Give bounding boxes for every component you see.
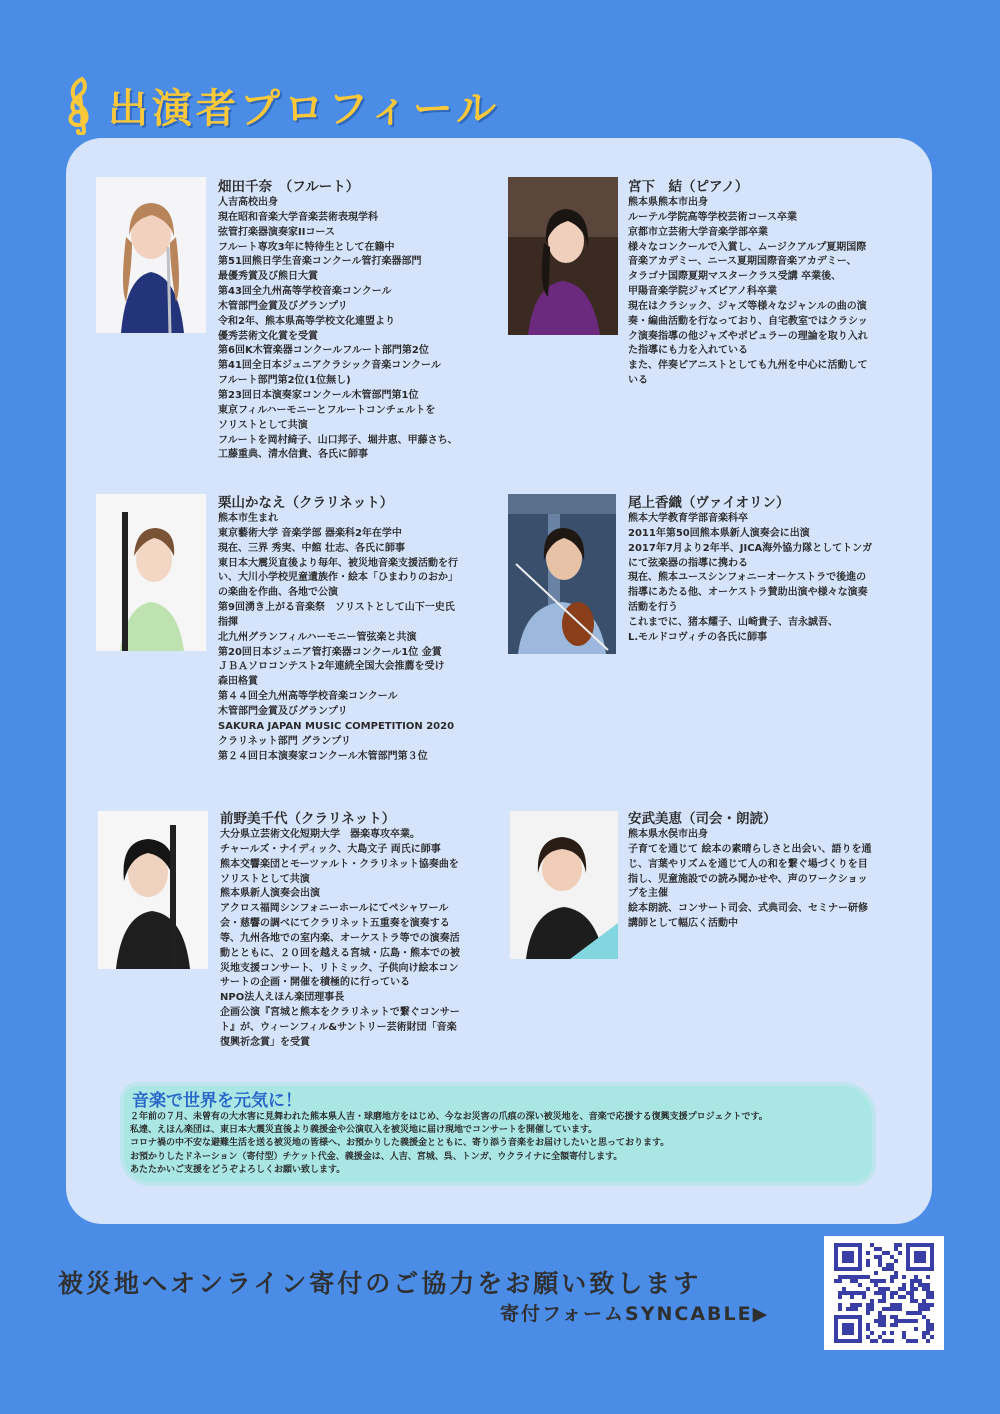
profile-clarinet-1 [218, 494, 503, 764]
page-title: 出演者プロフィール [108, 85, 500, 132]
bio-line: 熊本県熊本市出身 [628, 197, 708, 208]
bio-line: 熊本県水俣市出身 [628, 829, 708, 840]
bio-line: 復興祈念賞」を受賞 [220, 1036, 310, 1048]
bio-line: 指揮 [218, 616, 238, 628]
performer-photo-violin [508, 494, 616, 654]
bio-line: 優秀芸術文化賞を受賞 [218, 330, 318, 342]
bio-line: 2017年7月より2年半、JICA海外協力隊としてトンガ [628, 542, 873, 554]
bio-line: 熊本市生まれ [218, 513, 278, 524]
bio-line: 京都市立芸術大学音楽学部卒業 [628, 226, 768, 238]
performer-name: 前野美千代（クラリネット） [220, 811, 396, 827]
message-line: あたたかいご支援をどうぞよろしくお願い致します。 [130, 1164, 346, 1175]
bio-line: 第51回熊日学生音楽コンクール管打楽器部門 [218, 256, 422, 268]
bio-line: 音楽アカデミー、ニース夏期国際音楽アカデミー、 [628, 256, 857, 268]
performer-photo-mc [510, 811, 618, 959]
bio-line: クラリネット部門 グランプリ [218, 735, 351, 747]
profile-piano [628, 178, 913, 389]
bio-line: 甲陽音楽学院ジャズピアノ科卒業 [628, 286, 777, 298]
bio-line: 現在はクラシック、ジャズ等様々なジャンルの曲の演 [628, 300, 867, 312]
bio-line: 弦管打楽器演奏家IIコース [218, 226, 335, 238]
bio-line: アクロス福岡シンフォニーホールにてペシャワール [220, 903, 449, 915]
message-title: 音楽で世界を元気に！ [132, 1091, 302, 1111]
qr-code-icon [824, 1236, 944, 1350]
bio-line: 様々なコンクールで入賞し、ムージクアルプ夏期国際 [628, 241, 867, 253]
message-line: ２年前の７月、未曾有の大水害に見舞われた熊本県人吉・球磨地方をはじめ、今なお災害の爪痕の深い被災地を、音楽で応援する復興支援プロジェクトです。 [130, 1112, 768, 1122]
bio-line: 指導にあたる他、オーケストラ賛助出演や様々な演奏 [628, 587, 868, 599]
performer-photo-clarinet-1 [96, 494, 206, 651]
bio-line: じ、言葉やリズムを通じて人の和を繋ぐ場づくりを目 [628, 858, 868, 870]
bio-line: ソリストとして共演 [218, 419, 308, 431]
bio-line: 木管部門金賞及びグランプリ [218, 300, 348, 312]
performer-bio [218, 196, 498, 463]
bio-line: 第２４回日本演奏家コンクール木管部門第３位 [218, 750, 428, 762]
bio-line: 指し、児童施設での読み聞かせや、声のワークショッ [628, 873, 868, 885]
performer-bio [628, 828, 913, 932]
bio-line: 木管部門金賞及びグランプリ [218, 705, 348, 717]
performer-bio [628, 196, 913, 389]
performer-name: 栗山かなえ（クラリネット） [218, 495, 394, 511]
bio-line: L.モルドコヴィチの各氏に師事 [628, 631, 768, 643]
bio-line: SAKURA JAPAN MUSIC COMPETITION 2020 [218, 720, 455, 732]
performer-name: 宮下 結（ピアノ） [628, 179, 749, 195]
bio-line: 熊本交響楽団とモーツァルト・クラリネット協奏曲を [220, 858, 459, 870]
bio-line: 第41回全日本ジュニアクラシック音楽コンクール [218, 360, 441, 372]
performer-bio [628, 512, 913, 646]
bio-line: 子育てを通じて 絵本の素晴らしさと出会い、語りを通 [628, 843, 872, 855]
bio-line: 大分県立芸術文化短期大学 器楽専攻卒業。 [220, 829, 420, 840]
bio-line: プを主催 [628, 888, 668, 900]
bio-line: い、大川小学校児童遺族作・絵本「ひまわりのおか」 [218, 572, 458, 584]
bio-line: また、伴奏ピアニストとしても九州を中心に活動して [628, 360, 868, 372]
bio-line: 第４４回全九州高等学校音楽コンクール [218, 691, 398, 703]
bio-line: 最優秀賞及び熊日大賞 [218, 271, 318, 283]
performer-name: 畑田千奈 （フルート） [218, 179, 360, 195]
bio-line: 奏・編曲活動を行なっており、自宅教室ではクラシッ [628, 315, 868, 327]
performer-name: 尾上香織（ヴァイオリン） [628, 495, 790, 511]
bio-line: 現在、三界 秀実、中館 壮志、各氏に師事 [218, 542, 405, 554]
bio-line: 東京フィルハーモニーとフルートコンチェルトを [218, 404, 436, 416]
bio-line: 熊本県新人演奏会出演 [220, 888, 320, 900]
bio-line: 講師として幅広く活動中 [628, 918, 738, 930]
bio-line: 工藤重典、清水信貴、各氏に師事 [218, 449, 368, 461]
qr-code[interactable] [824, 1236, 944, 1350]
bio-line: 東日本大震災直後より毎年、被災地音楽支援活動を行 [218, 557, 458, 569]
bio-line: 人吉高校出身 [218, 197, 278, 208]
bio-line: 活動を行う [628, 602, 678, 614]
message-body [130, 1111, 768, 1177]
bio-line: にて弦楽器の指導に携わる [628, 557, 748, 569]
profile-flute [218, 178, 498, 463]
bio-line: 企画公演『宮城と熊本をクラリネットで繋ぐコンサー [220, 1007, 460, 1019]
bio-line: の楽曲を作曲、各地で公演 [218, 587, 338, 599]
performer-photo-piano [508, 177, 618, 335]
bio-line: 森田格賞 [218, 676, 258, 688]
bio-line: 東京藝術大学 音楽学部 器楽科2年在学中 [218, 527, 402, 539]
bio-line: ト』が、ウィーンフィル&サントリー芸術財団「音楽 [220, 1021, 457, 1033]
bio-line: フルートを岡村綺子、山口邦子、堀井恵、甲藤さち、 [218, 434, 458, 446]
bio-line: 2011年第50回熊本県新人演奏会に出演 [628, 527, 810, 539]
performer-bio [220, 828, 505, 1051]
bio-line: 動とともに、２０回を越える宮城・広島・熊本での被 [220, 947, 460, 959]
bio-line: ソリストとして共演 [220, 873, 310, 885]
bio-line: タラゴナ国際夏期マスタークラス受講 卒業後、 [628, 271, 842, 283]
message-line: コロナ禍の中不安な避難生活を送る被災地の皆様へ、お預かりした義援金とともに、寄り添う音楽をお届けしたいと思っております。 [130, 1138, 670, 1149]
bio-line: サートの企画・開催を積極的に行っている [220, 977, 410, 989]
performer-bio [218, 512, 503, 764]
bio-line: 第23回日本演奏家コンクール木管部門第1位 [218, 389, 419, 401]
donation-form-link[interactable]: 寄付フォームSYNCABLE▶ [500, 1303, 770, 1325]
bio-line: NPO法人えほん楽団理事長 [220, 992, 345, 1004]
bio-line: ク演奏指導の他ジャズやポピュラーの理論を取り入れ [628, 330, 868, 342]
bio-line: 第20回日本ジュニア管打楽器コンクール1位 金賞 [218, 646, 442, 658]
bio-line: 現在昭和音楽大学音楽芸術表現学科 [218, 211, 378, 223]
bio-line: た指導にも力を入れている [628, 345, 748, 357]
page-header [60, 70, 500, 140]
bio-line: 会・慈響の調べにてクラリネット五重奏を演奏する [220, 918, 450, 930]
performer-photo-flute [96, 177, 206, 333]
bio-line: 熊本大学教育学部音楽科卒 [628, 513, 748, 524]
bio-line: 第9回湧き上がる音楽祭 ソリストとして山下一史氏 [218, 602, 455, 614]
donation-appeal: 被災地へオンライン寄付のご協力をお願い致します [58, 1269, 702, 1298]
bio-line: ルーテル学院高等学校芸術コース卒業 [628, 211, 797, 223]
profile-mc [628, 810, 913, 932]
bio-line: 第6回K木管楽器コンクールフルート部門第2位 [218, 345, 429, 357]
bio-line: ＪＢＡソロコンテスト2年連続全国大会推薦を受け [218, 661, 445, 673]
bio-line: フルート部門第2位(1位無し) [218, 375, 351, 387]
bio-line: 第43回全九州高等学校音楽コンクール [218, 286, 392, 298]
performer-name: 安武美恵（司会・朗読） [628, 811, 777, 827]
bio-line: チャールズ・ナイディック、大島文子 両氏に師事 [220, 843, 441, 855]
profile-violin [628, 494, 913, 646]
bio-line: これまでに、猪本耀子、山崎貴子、吉永誠吾、 [628, 616, 838, 628]
bio-line: 令和2年、熊本県高等学校文化連盟より [218, 315, 395, 327]
bio-line: いる [628, 375, 648, 387]
performer-photo-clarinet-2 [98, 811, 208, 969]
profile-clarinet-2 [220, 810, 505, 1051]
bio-line: フルート専攻3年に特待生として在籍中 [218, 241, 395, 253]
bio-line: 災地支援コンサート、リトミック、子供向け絵本コン [220, 962, 459, 974]
message-line: お預かりしたドネーション（寄付型）チケット代金、義援金は、人吉、宮城、呉、トンガ、ウクライナに全額寄付します。 [130, 1151, 623, 1162]
bio-line: 絵本朗読、コンサート司会、式典司会、セミナー研修 [628, 903, 868, 915]
bio-line: 現在、熊本ユースシンフォニーオーケストラで後進の [628, 572, 867, 584]
treble-clef-icon [60, 75, 100, 135]
bio-line: 北九州グランフィルハーモニー管弦楽と共演 [218, 631, 417, 643]
bio-line: 等、九州各地での室内楽、オーケストラ等での演奏活 [220, 932, 460, 944]
message-line: 私達、えほん楽団は、東日本大震災直後より義援金や公演収入を被災地に届け現地でコンサートを開催しています。 [130, 1125, 598, 1136]
